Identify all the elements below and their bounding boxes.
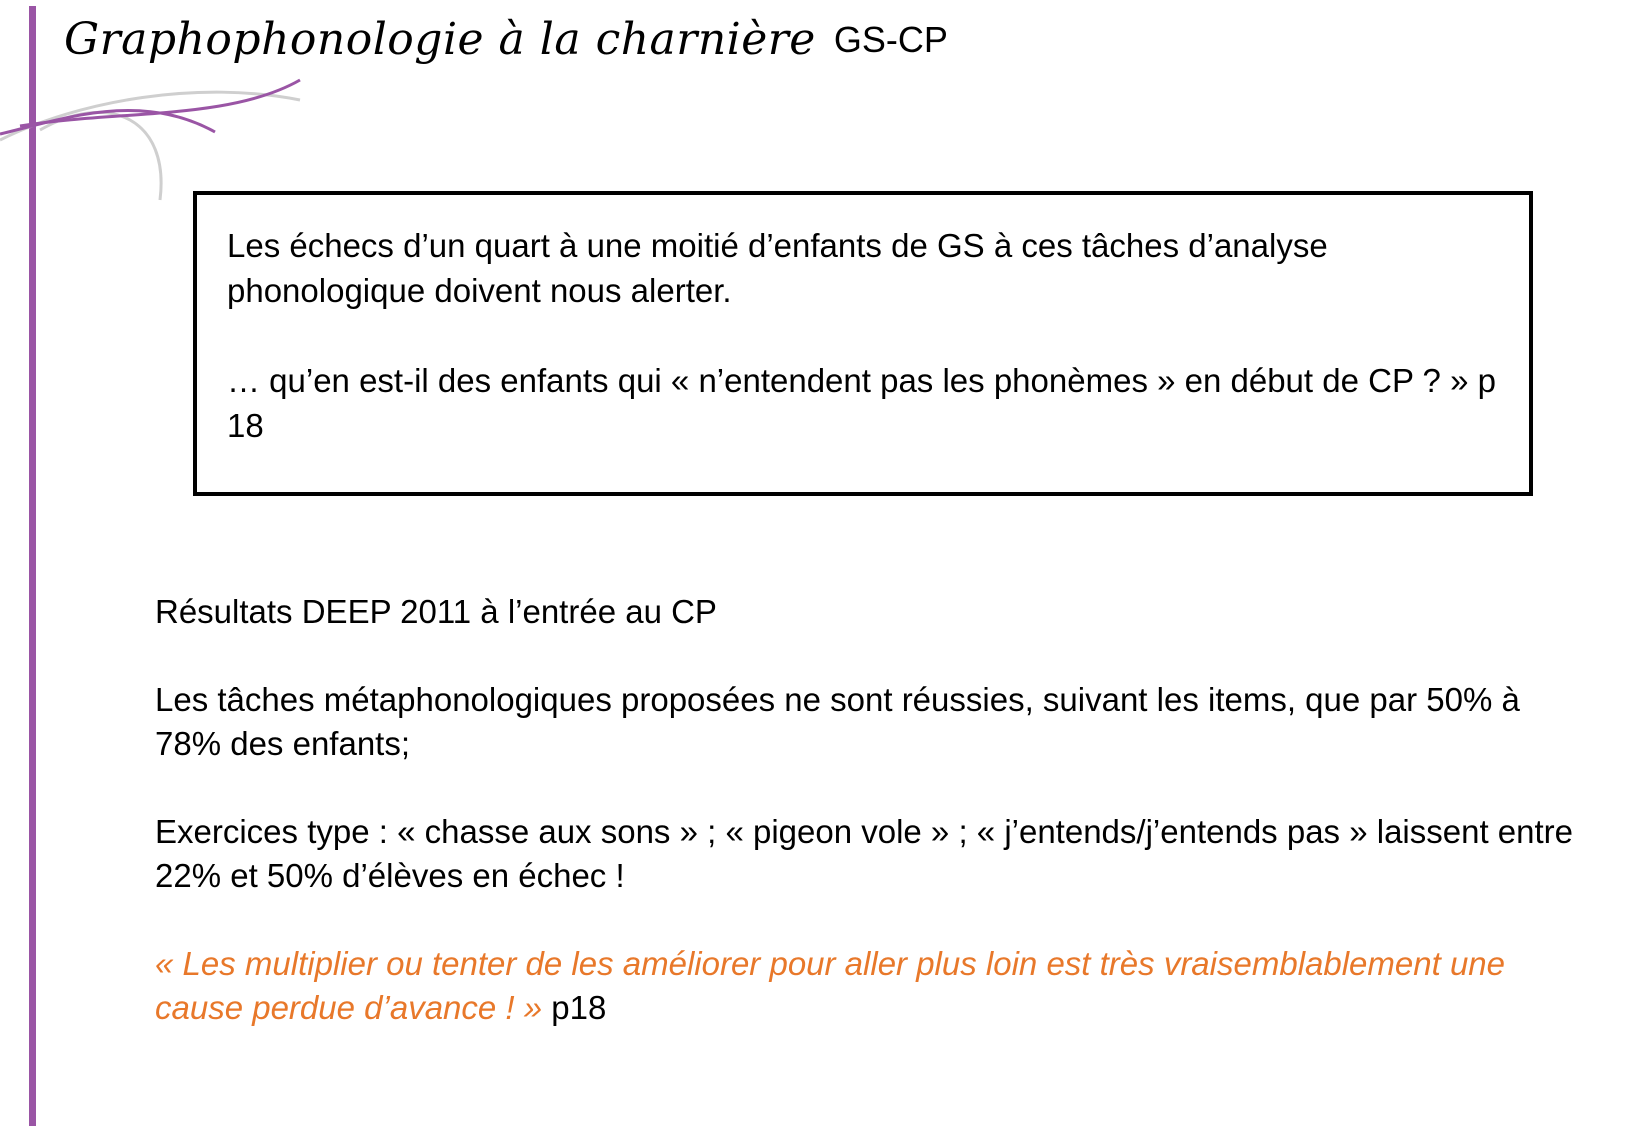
title-level: GS-CP bbox=[833, 19, 948, 60]
results-paragraph-2: Exercices type : « chasse aux sons » ; « pigeon vole » ; « j’entends/j’entends pas » laissent entre 22% et 50% d’élèves en échec ! bbox=[155, 813, 1574, 894]
title-script: Graphophonologie à la charnière bbox=[64, 14, 816, 65]
quote-box-paragraph-1: Les échecs d’un quart à une moitié d’enfants de GS à ces tâches d’analyse phonologique doivent nous alerter. bbox=[227, 227, 1328, 309]
results-heading: Résultats DEEP 2011 à l’entrée au CP bbox=[155, 593, 717, 630]
body-text bbox=[155, 590, 1575, 1030]
results-paragraph-1: Les tâches métaphonologiques proposées ne sont réussies, suivant les items, que par 50% à 78% des enfants; bbox=[155, 681, 1520, 762]
conclusion-quote bbox=[155, 942, 1575, 1030]
quote-box-paragraph-2: … qu’en est-il des enfants qui « n’entendent pas les phonèmes » en début de CP ? » p 18 bbox=[227, 362, 1496, 444]
highlighted-quote: « Les multiplier ou tenter de les améliorer pour aller plus loin est très vraisemblablement une cause perdue d’avance ! » bbox=[155, 945, 1506, 1026]
page-title bbox=[64, 14, 948, 65]
quote-box bbox=[193, 191, 1533, 496]
quote-reference: p18 bbox=[542, 989, 607, 1026]
